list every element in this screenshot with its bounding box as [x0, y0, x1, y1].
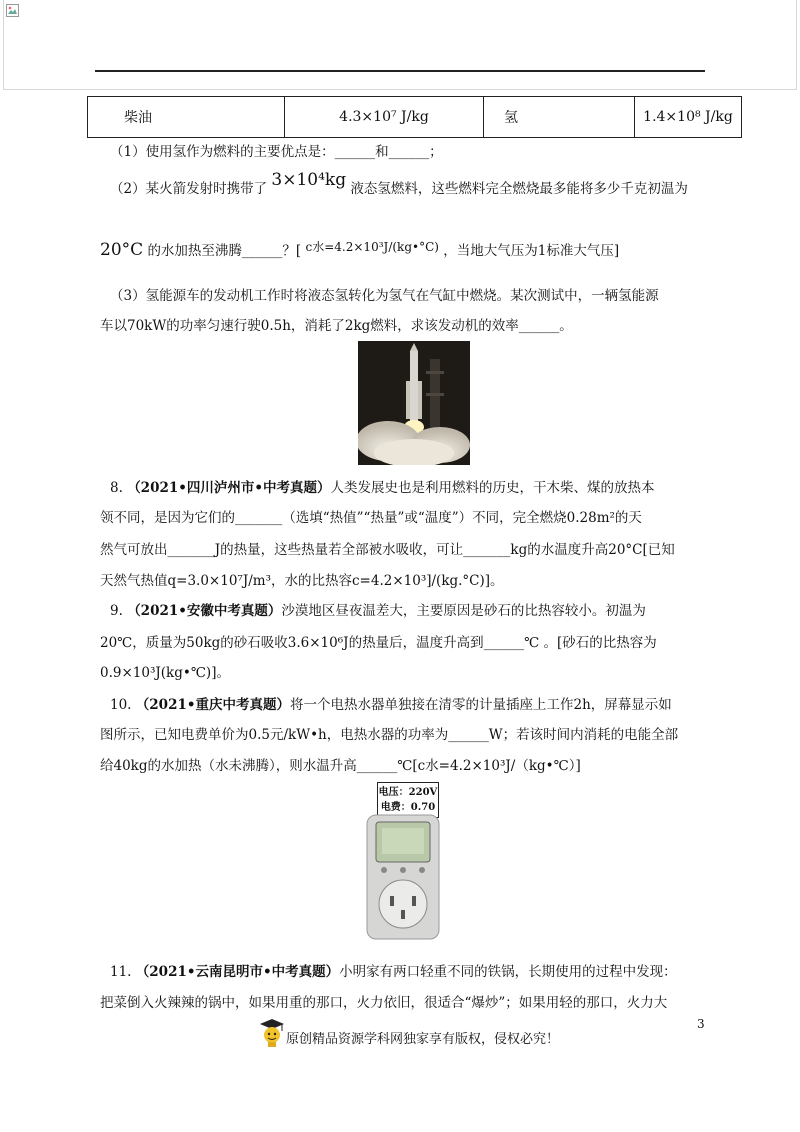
fuel-heat-table: [87, 96, 742, 138]
q10-source: （2021•重庆中考真题）: [135, 697, 290, 713]
header-frame: [3, 0, 797, 90]
q9-source: （2021•安徽中考真题）: [127, 603, 282, 619]
q10-line2: 图所示，已知电费单价为0.5元/kW•h，电热水器的功率为______W；若该时间内消耗的电能全部: [100, 727, 679, 743]
q7-part2-suffix: 液态氢燃料，这些燃料完全燃烧最多能将多少千克初温为: [350, 181, 688, 197]
header-rule: [95, 70, 705, 72]
q8-source: （2021•四川泸州市•中考真题）: [127, 480, 331, 496]
q8-number: 8.: [110, 480, 123, 496]
q11-text: 小明家有两口轻重不同的铁锅，长期使用的过程中发现：: [339, 964, 677, 980]
table-cell: 氢: [484, 97, 635, 138]
table-cell: 4.3×10⁷ J/kg: [285, 97, 484, 138]
q8-text: 人类发展史也是利用燃料的历史，干木柴、煤的放热本: [330, 480, 655, 496]
q7-specific-heat-formula: c水=4.2×10³J/(kg•°C): [305, 240, 439, 254]
q9-text: 沙漠地区昼夜温差大，主要原因是砂石的比热容较小。初温为: [281, 603, 646, 619]
copyright-notice: 原创精品资源学科网独家享有版权，侵权必究！: [286, 1032, 560, 1047]
meter-fee-label: 电费：0.70: [380, 802, 436, 813]
q8-line2: 领不同，是因为它们的_______（选填“热值”“热量”或“温度”）不同，完全燃烧0.28m²的天: [100, 510, 642, 526]
q7-part3-line1: （3）氢能源车的发动机工作时将液态氢转化为氢气在气缸中燃烧。某次测试中，一辆氢能源: [110, 288, 659, 304]
q9-line3: 0.9×10³J(kg•℃)]。: [100, 665, 230, 681]
q9-number: 9.: [110, 603, 123, 619]
q9-line2: 20℃，质量为50kg的砂石吸收3.6×10⁶J的热量后，温度升高到______℃ 。[砂石的比热容为: [100, 635, 657, 651]
power-meter-image: [364, 782, 444, 942]
table-cell: 柴油: [88, 97, 285, 138]
q7-part2-line1: [110, 170, 688, 199]
meter-voltage-label: 电压：220V: [378, 787, 438, 798]
q7-part2-line2: [100, 240, 619, 261]
q7-initial-temp: 20°C: [100, 240, 144, 260]
table-row: [88, 97, 742, 138]
mascot-logo-icon: [258, 1018, 286, 1048]
q7-part3-line2: 车以70kW的功率匀速行驶0.5h，消耗了2kg燃料，求该发动机的效率______。: [100, 318, 573, 334]
broken-image-icon: [6, 4, 19, 17]
q10-text: 将一个电热水器单独接在清零的计量插座上工作2h，屏幕显示如: [289, 697, 672, 713]
q11-number: 11.: [110, 964, 132, 980]
q11-line1: [110, 962, 677, 982]
rocket-launch-image: [358, 341, 470, 465]
q7-part2-prefix: （2）某火箭发射时携带了: [110, 181, 268, 197]
q11-source: （2021•云南昆明市•中考真题）: [135, 964, 340, 980]
page-number: 3: [697, 1017, 705, 1031]
q7-part2-question: 的水加热至沸腾______？[: [147, 243, 302, 259]
q9-line1: [110, 601, 646, 621]
table-cell: 1.4×10⁸ J/kg: [635, 97, 742, 138]
q7-part2-condition: ，当地大气压为1标准大气压]: [443, 243, 620, 259]
q10-line1: [110, 695, 672, 715]
q7-part1: （1）使用氢作为燃料的主要优点是：______和______；: [110, 144, 443, 160]
q10-line3: 给40kg的水加热（水未沸腾），则水温升高______℃[c水=4.2×10³J/（kg•℃）]: [100, 758, 581, 774]
q8-line4: 天然气热值q=3.0×10⁷J/m³，水的比热容c=4.2×10³]/(kg.°C)]。: [100, 573, 504, 589]
q11-line2: 把菜倒入火辣辣的锅中，如果用重的那口，火力依旧，很适合“爆炒”；如果用轻的那口，火力大: [100, 995, 668, 1011]
q10-number: 10.: [110, 697, 132, 713]
q8-line3: 然气可放出_______J的热量，这些热量若全部被水吸收，可让_______kg的水温度升高20°C[已知: [100, 542, 675, 558]
q8-line1: [110, 478, 655, 498]
power-meter-body: [364, 812, 444, 942]
q7-part2-mass: 3×10⁴kg: [271, 170, 347, 190]
